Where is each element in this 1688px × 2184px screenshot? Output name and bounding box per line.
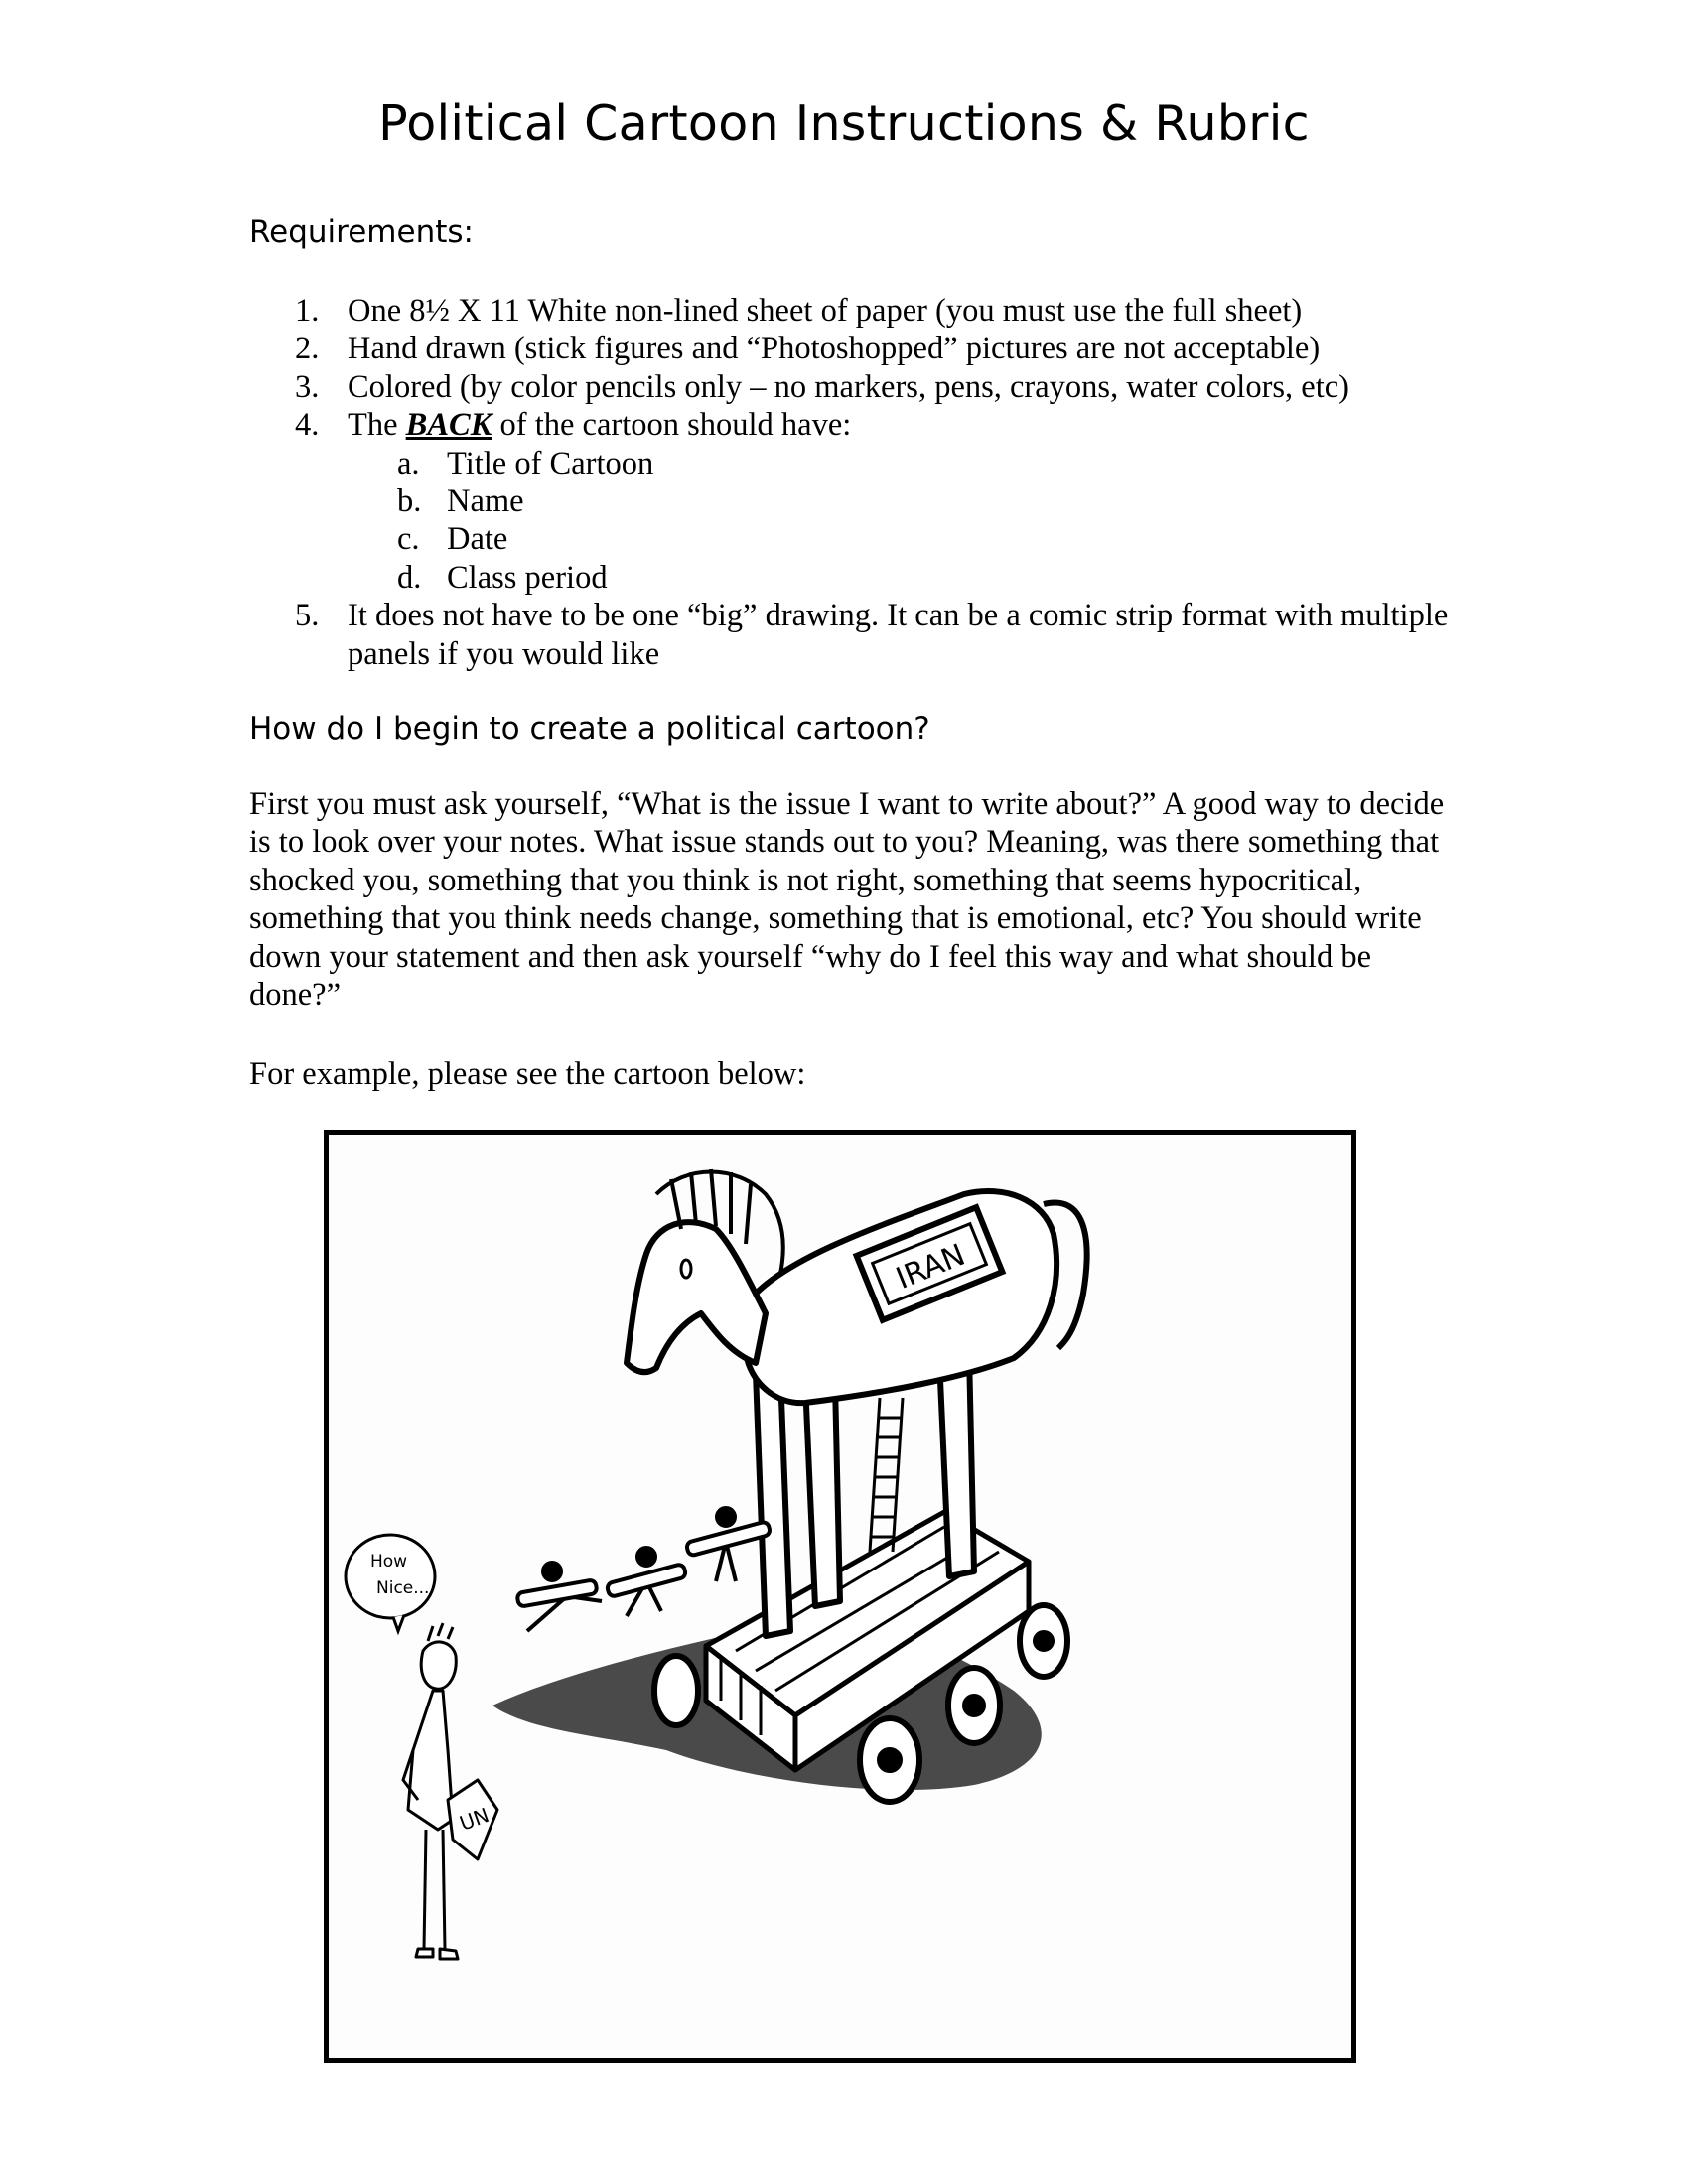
item-text: Hand drawn (stick figures and “Photoshopped” pictures are not acceptable) [348, 331, 1321, 367]
item-number: 4. [295, 407, 320, 444]
subitem [348, 445, 1486, 482]
blanket-label: IRAN [891, 1237, 970, 1297]
item-number: 1. [295, 293, 320, 329]
subitem [348, 520, 1486, 558]
item-number: 5. [295, 598, 320, 634]
subitem-letter: b. [397, 483, 422, 520]
how-to-paragraph: First you must ask yourself, “What is the issue I want to write about?” A good way to decide is to look over your notes. What issue stands out to you? Meaning, was there something that shocked you, something that you think is not right, something that seems hypocritical, something that you think needs change, something that is emotional, etc? You should write down your statement and then ask yourself “why do I feel this way and what should be done?” [249, 786, 1445, 1014]
item-number: 3. [295, 368, 320, 405]
subitem [348, 559, 1486, 597]
example-intro: For example, please see the cartoon below: [249, 1056, 806, 1092]
item-number: 2. [295, 331, 320, 367]
requirements-list [295, 292, 1486, 673]
horse-head [627, 1222, 766, 1372]
subitem-text: Title of Cartoon [447, 445, 654, 481]
item-text: Colored (by color pencils only – no markers, pens, crayons, water colors, etc) [348, 368, 1350, 405]
speech-bubble [346, 1535, 435, 1631]
speech-line-2: Nice... [376, 1578, 430, 1598]
requirement-item [295, 597, 1486, 673]
figures-with-missiles [516, 1508, 771, 1631]
back-emphasis: BACK [405, 407, 492, 444]
soldier-figure [403, 1623, 497, 1959]
requirement-item [295, 330, 1486, 367]
requirement-item [295, 368, 1486, 406]
subitem-text: Name [447, 483, 524, 520]
example-cartoon [324, 1130, 1356, 2063]
subitem-letter: c. [397, 521, 420, 558]
horse-ladder [870, 1398, 903, 1552]
back-subitems [348, 445, 1486, 598]
requirement-item [295, 406, 1486, 597]
item-text: It does not have to be one “big” drawing. It can be a comic strip format with multiple panels if you would like [348, 598, 1449, 672]
how-to-heading: How do I begin to create a political cartoon? [249, 711, 930, 747]
item-text: One 8½ X 11 White non-lined sheet of paper (you must use the full sheet) [348, 293, 1303, 329]
subitem-letter: d. [397, 559, 422, 596]
requirement-item [295, 292, 1486, 330]
subitem-letter: a. [397, 445, 420, 481]
item-text-before: The [348, 407, 406, 444]
subitem-text: Date [447, 521, 508, 558]
shield-label: UN [456, 1803, 492, 1836]
subitem-text: Class period [447, 559, 608, 596]
item-text-after: of the cartoon should have: [492, 407, 852, 444]
requirements-heading: Requirements: [249, 214, 474, 250]
speech-line-1: How [370, 1552, 408, 1571]
cartoon-illustration [329, 1135, 1351, 2058]
subitem [348, 482, 1486, 520]
page-title: Political Cartoon Instructions & Rubric [378, 95, 1310, 152]
